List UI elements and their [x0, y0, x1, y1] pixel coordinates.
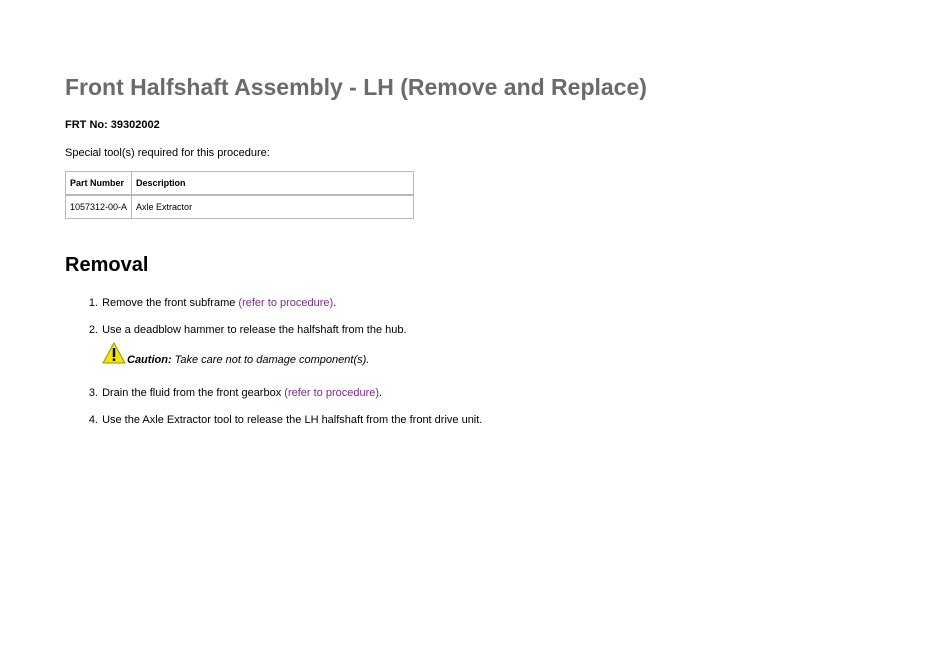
step-text: Drain the fluid from the front gearbox: [102, 387, 282, 399]
step-punctuation: .: [333, 297, 337, 309]
refer-to-procedure-link[interactable]: (refer to procedure): [284, 387, 380, 399]
table-row: [66, 195, 414, 219]
refer-to-procedure-link[interactable]: (refer to procedure): [238, 297, 334, 309]
column-header-part-number: Part Number: [66, 172, 132, 196]
tools-intro: Special tool(s) required for this procedure:: [65, 147, 270, 159]
part-number-cell: 1057312-00-A: [66, 195, 132, 219]
step-number: 4.: [88, 414, 98, 426]
step-number: 1.: [88, 297, 98, 309]
step-number: 2.: [88, 324, 98, 336]
removal-step-1: [80, 297, 336, 309]
warning-icon: [102, 342, 126, 364]
removal-step-4: [80, 414, 482, 426]
caution-message: Take care not to damage component(s).: [174, 354, 370, 366]
special-tools-table: [65, 171, 414, 219]
frt-value: 39302002: [110, 119, 160, 131]
frt-number: [65, 119, 160, 131]
caution-text: [127, 354, 369, 366]
step-punctuation: .: [379, 387, 383, 399]
page-title: Front Halfshaft Assembly - LH (Remove and Replace): [65, 74, 647, 100]
removal-step-2: [80, 324, 407, 336]
frt-label: FRT No:: [65, 119, 108, 131]
section-title-removal: Removal: [65, 254, 149, 276]
step-text: Use the Axle Extractor tool to release the LH halfshaft from the front drive unit.: [102, 414, 483, 426]
caution-label: Caution:: [127, 354, 172, 366]
step-text: Remove the front subframe: [102, 297, 236, 309]
step-text: Use a deadblow hammer to release the halfshaft from the hub.: [102, 324, 407, 336]
table-header-row: [66, 172, 414, 196]
step-number: 3.: [88, 387, 98, 399]
description-cell: Axle Extractor: [132, 195, 414, 219]
removal-step-3: [80, 387, 382, 399]
column-header-description: Description: [132, 172, 414, 196]
